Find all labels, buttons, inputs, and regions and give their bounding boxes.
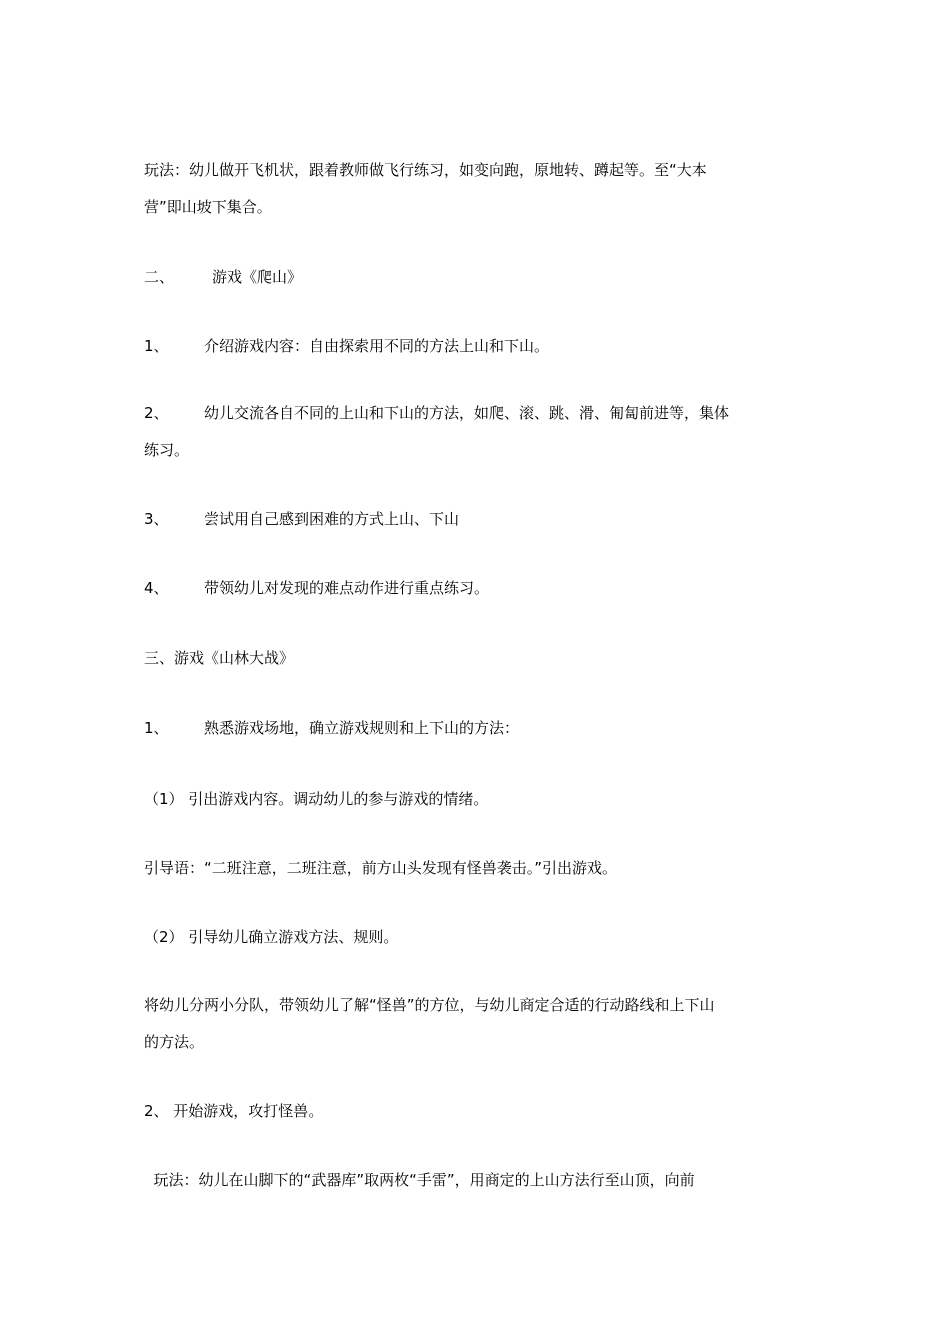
list-item — [144, 711, 804, 746]
list-item-number: 2、 — [144, 404, 169, 422]
list-item-number: 4、 — [144, 579, 169, 597]
list-item-text: 幼儿交流各自不同的上山和下山的方法，如爬、滚、跳、滑、匍匐前进等，集体 — [204, 404, 730, 422]
list-item — [144, 329, 804, 364]
list-item-text: 熟悉游戏场地，确立游戏规则和上下山的方法： — [204, 719, 520, 737]
team-paragraph-line2: 的方法。 — [144, 1033, 205, 1051]
list-item — [144, 502, 804, 537]
section-two-heading — [144, 260, 804, 295]
list-item-number: 3、 — [144, 510, 169, 528]
list-item-text: 带领幼儿对发现的难点动作进行重点练习。 — [204, 579, 490, 597]
play-rule-paragraph-two: 玩法：幼儿在山脚下的“武器库”取两枚“手雷”，用商定的上山方法行至山顶，向前 — [144, 1171, 695, 1189]
sub-item-one: （1） 引出游戏内容。调动幼儿的参与游戏的情绪。 — [144, 790, 489, 808]
guide-sentence: 引导语：“二班注意，二班注意，前方山头发现有怪兽袭击。”引出游戏。 — [144, 859, 618, 877]
section-two-number: 二、 — [144, 268, 175, 286]
play-rule-paragraph-line2: 营”即山坡下集合。 — [144, 198, 272, 216]
section-two-title: 游戏《爬山》 — [212, 268, 303, 286]
section-three-item-two: 2、 开始游戏，攻打怪兽。 — [144, 1102, 324, 1120]
list-item-number: 1、 — [144, 337, 169, 355]
list-item-number: 1、 — [144, 719, 169, 737]
list-item — [144, 396, 804, 431]
play-rule-paragraph-line1: 玩法：幼儿做开飞机状，跟着教师做飞行练习，如变向跑，原地转、蹲起等。至“大本 — [144, 161, 707, 179]
section-three-heading: 三、游戏《山林大战》 — [144, 649, 295, 667]
list-item-continuation: 练习。 — [144, 441, 190, 459]
list-item-text: 介绍游戏内容：自由探索用不同的方法上山和下山。 — [204, 337, 550, 355]
team-paragraph-line1: 将幼儿分两小分队，带领幼儿了解“怪兽”的方位，与幼儿商定合适的行动路线和上下山 — [144, 996, 715, 1014]
list-item-text: 尝试用自己感到困难的方式上山、下山 — [204, 510, 460, 528]
sub-item-two: （2） 引导幼儿确立游戏方法、规则。 — [144, 928, 399, 946]
list-item — [144, 571, 804, 606]
